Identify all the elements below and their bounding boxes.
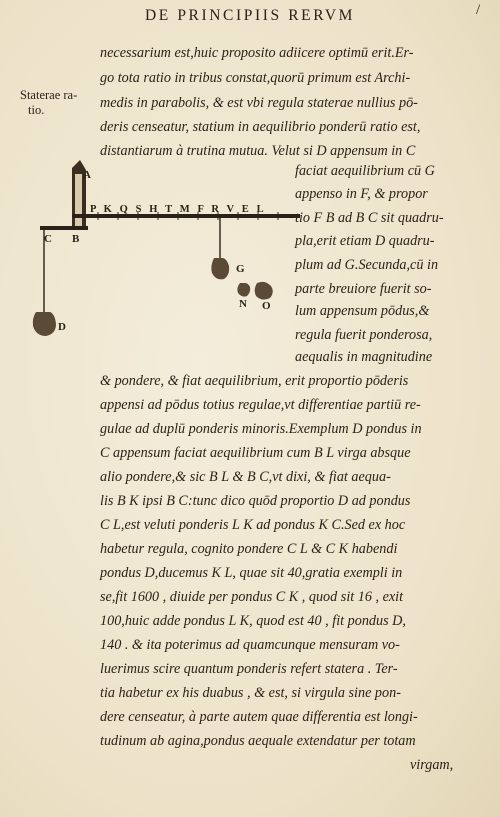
weight-d <box>33 312 56 336</box>
text-line: 100,huic adde pondus L K, quod est 40 , fit pondus D, <box>100 613 406 629</box>
text-line: virgam, <box>410 757 454 773</box>
text-line: gulae ad duplū ponderis minoris.Exemplum D pondus in <box>100 421 422 437</box>
weight-g <box>211 258 229 279</box>
folio-mark: / <box>476 2 481 18</box>
label-c: C <box>44 233 52 245</box>
text-line: lis B K ipsi B C:tunc dico quōd proportio D ad pondus <box>100 493 411 509</box>
margin-note-line: Staterae ra- <box>20 88 78 102</box>
text-line: se,fit 1600 , diuide per pondus C K , quod sit 16 , exit <box>100 589 404 605</box>
beam-letters: P K Q S H T M F R V E L <box>90 204 267 215</box>
text-line: tudinum ab agina,pondus aequale extendatur per totam <box>100 733 416 749</box>
running-title: DE PRINCIPIIS RERVM <box>145 7 356 24</box>
fulcrum-slot <box>75 174 82 230</box>
label-b: B <box>72 233 80 245</box>
label-d: D <box>58 321 66 333</box>
text-line: luerimus scire quantum ponderis refert statera . Ter- <box>100 661 398 677</box>
text-line: aequalis in magnitudine <box>295 349 433 365</box>
text-line: distantiarum à trutina mutua. Velut si D appensum in C <box>100 143 416 159</box>
text-line: C L,est veluti ponderis L K ad pondus K C.Sed ex hoc <box>100 517 406 533</box>
text-line: parte breuiore fuerit so- <box>295 281 432 297</box>
text-line: faciat aequilibrium cū G <box>295 163 435 179</box>
label-a: A <box>83 169 91 181</box>
text-line: tio F B ad B C sit quadru- <box>295 210 444 226</box>
text-line: lum appensum pōdus,& <box>295 303 430 319</box>
text-line: medis in parabolis, & est vbi regula staterae nullius pō- <box>100 95 418 111</box>
label-n: N <box>239 298 247 310</box>
weight-o <box>255 282 273 300</box>
text-line: plum ad G.Secunda,cū in <box>295 257 439 273</box>
text-line: tia habetur ex his duabus , & est, si virgula sine pon- <box>100 685 401 701</box>
text-line: go tota ratio in tribus constat,quorū primum est Archi- <box>100 70 411 86</box>
text-line: appenso in F, & propor <box>295 186 428 202</box>
text-line: dere censeatur, à parte autem quae differentia est longi- <box>100 709 418 725</box>
label-o: O <box>262 300 271 312</box>
text-line: regula fuerit ponderosa, <box>295 327 433 343</box>
text-line: deris censeatur, statium in aequilibrio ponderū ratio est, <box>100 119 421 135</box>
margin-note-line: tio. <box>28 103 45 117</box>
text-line: 140 . & ita poterimus ad quamcunque mensuram vo- <box>100 637 400 653</box>
text-line: alio pondere,& sic B L & B C,vt dixi, & fiat aequa- <box>100 469 391 485</box>
text-line: pondus D,ducemus K L, quae sit 40,gratia exempli in <box>100 565 403 581</box>
text-line: appensi ad pōdus totius regulae,vt differentiae partiū re- <box>100 397 421 413</box>
text-line: & pondere, & fiat aequilibrium, erit proportio pōderis <box>100 373 409 389</box>
text-line: habetur regula, cognito pondere C L & C K habendi <box>100 541 398 557</box>
text-line: necessarium est,huic proposito adiicere optimū erit.Er- <box>100 45 414 61</box>
weight-n <box>237 283 250 297</box>
text-line: C appensum faciat aequilibrium cum B L virga absque <box>100 445 411 461</box>
text-line: pla,erit etiam D quadru- <box>295 233 435 249</box>
label-g: G <box>236 263 245 275</box>
short-arm <box>40 226 88 230</box>
